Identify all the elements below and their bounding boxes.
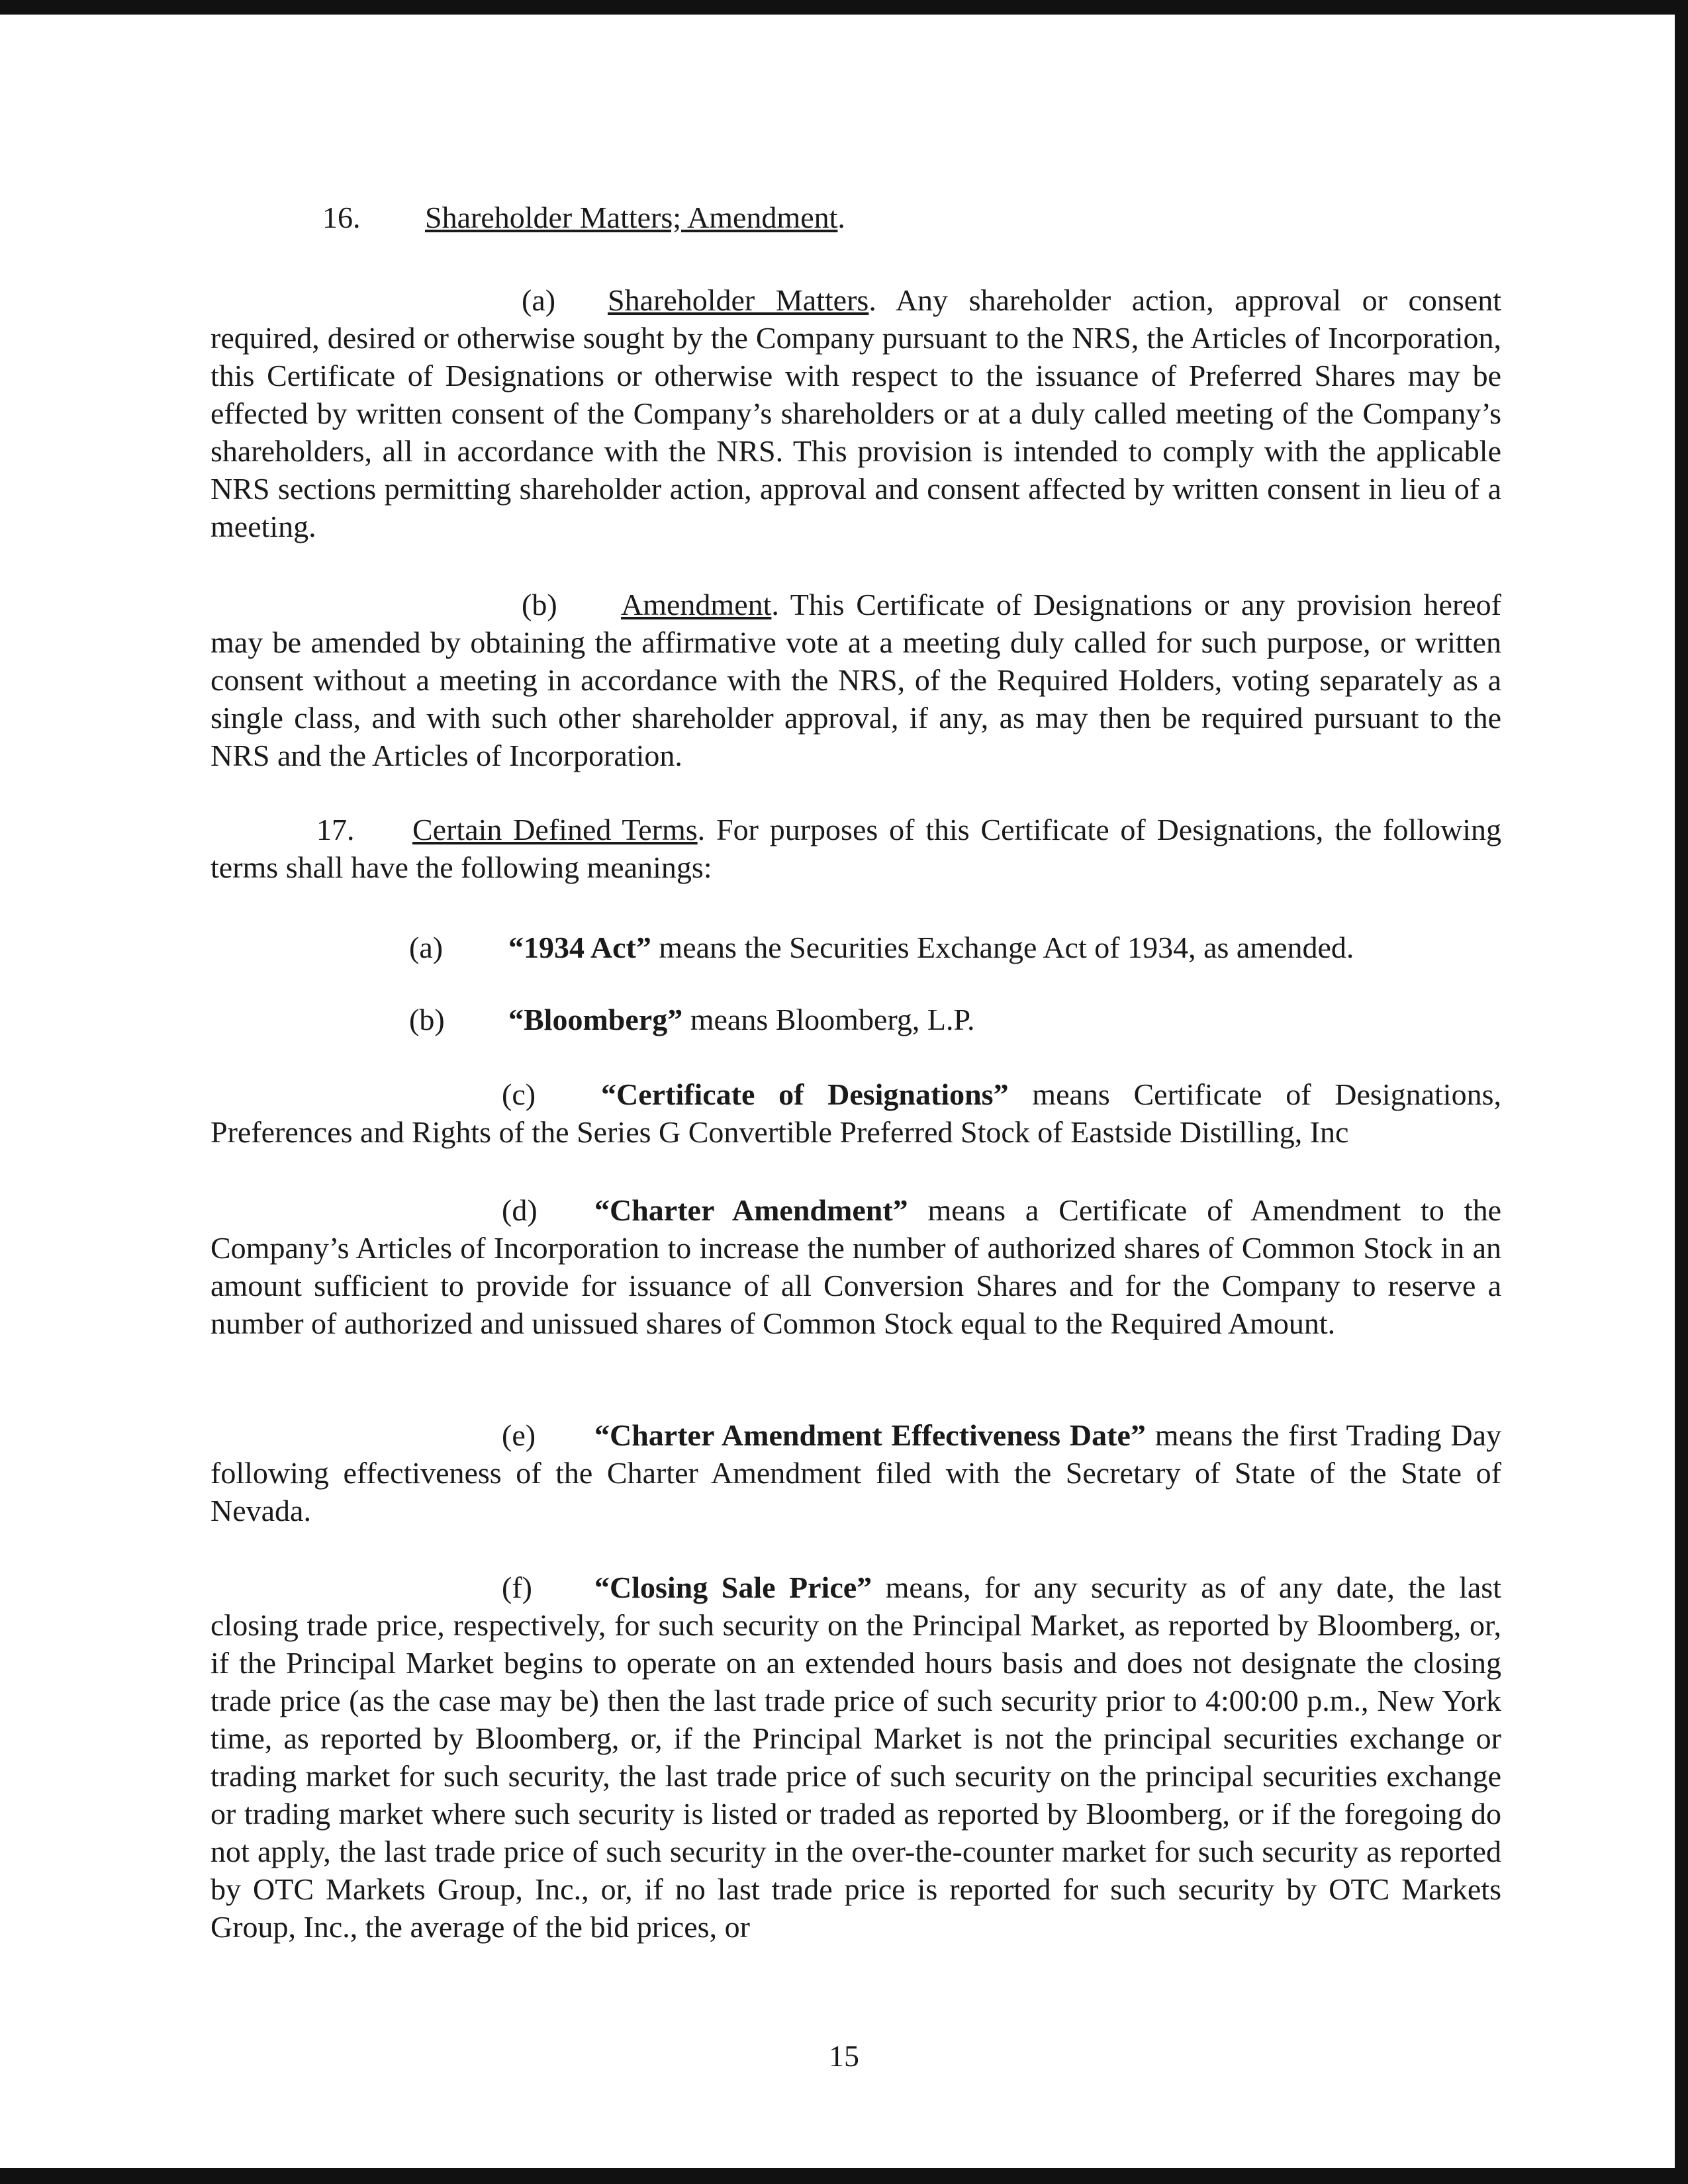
section-17-intro — [211, 811, 1501, 886]
scan-border-right — [1675, 0, 1688, 2184]
section-16-a-heading: Shareholder Matters — [608, 283, 869, 317]
page-number: 15 — [829, 2039, 859, 2073]
definition-b-text: means Bloomberg, L.P. — [682, 1003, 975, 1036]
definition-d-text: means a Certificate of Amendment to the Company’s Articles of Incorporation to increase the number of authorized shares of Common Stock in an amount sufficient to provide for issuance of all Conversion Shares and for the Company to reserve a number of authorized and unissued shares of Common Stock equal to the Required Amount. — [211, 1193, 1501, 1340]
section-16-a-label: (a) — [522, 283, 556, 317]
scan-border-bottom — [0, 2168, 1688, 2184]
definition-e-term: “Charter Amendment Effectiveness Date” — [594, 1418, 1146, 1452]
definition-b-term: “Bloomberg” — [508, 1003, 683, 1036]
definition-a-text: means the Securities Exchange Act of 1934, as amended. — [651, 931, 1354, 964]
definition-c-term: “Certificate of Designations” — [601, 1077, 1009, 1111]
section-16-heading: 16. Shareholder Matters; Amendment. — [322, 199, 845, 236]
definition-a-term: “1934 Act” — [508, 931, 651, 964]
section-17-number: 17. — [316, 813, 355, 846]
definition-charter-amendment — [211, 1191, 1501, 1342]
definition-a-label: (a) — [409, 931, 444, 964]
definition-c-text: means Certificate of Designations, Preferences and Rights of the Series G Convertible Preferred Stock of Eastside Distilling, Inc — [211, 1077, 1501, 1149]
section-16-a — [211, 281, 1501, 545]
section-16-b-heading: Amendment — [621, 588, 772, 621]
definition-b-label: (b) — [409, 1003, 445, 1036]
section-16-b-label: (b) — [522, 588, 557, 621]
section-16-b-text: . This Certificate of Designations or any provision hereof may be amended by obtaining the affirmative vote at a meeting duly called for such purpose, or written consent without a meeting in accordance with the NRS, of the Required Holders, voting separately as a single class, and with such other shareholder approval, if any, as may then be required pursuant to the NRS and the Articles of Incorporation. — [211, 588, 1501, 772]
section-17-intro-text: . For purposes of this Certificate of Designations, the following terms shall have the following meanings: — [211, 813, 1501, 884]
definition-f-term: “Closing Sale Price” — [594, 1570, 872, 1604]
definition-d-label: (d) — [502, 1193, 538, 1227]
definition-charter-amendment-effectiveness-date — [211, 1416, 1501, 1529]
definition-c-label: (c) — [502, 1077, 536, 1111]
definition-d-term: “Charter Amendment” — [594, 1193, 908, 1227]
section-16-number: 16. — [322, 201, 361, 234]
section-17-title: Certain Defined Terms — [412, 813, 698, 846]
definition-e-label: (e) — [502, 1418, 536, 1452]
section-16-title: Shareholder Matters; Amendment — [425, 201, 838, 234]
definition-certificate-of-designations — [211, 1075, 1501, 1151]
definition-e-text: means the first Trading Day following effectiveness of the Charter Amendment filed with the Secretary of State of the State of Nevada. — [211, 1418, 1501, 1527]
definition-bloomberg — [409, 1001, 974, 1038]
section-16-a-text: . Any shareholder action, approval or consent required, desired or otherwise sought by the Company pursuant to the NRS, the Articles of Incorporation, this Certificate of Designations or otherwise with respect to the issuance of Preferred Shares may be effected by written consent of the Company’s shareholders or at a duly called meeting of the Company’s shareholders, all in accordance with the NRS. This provision is intended to comply with the applicable NRS sections permitting shareholder action, approval and consent affected by written consent in lieu of a meeting. — [211, 283, 1501, 543]
definition-1934-act — [409, 929, 1354, 966]
definition-f-label: (f) — [502, 1570, 532, 1604]
definition-f-text: means, for any security as of any date, the last closing trade price, respectively, for such security on the Principal Market, as reported by Bloomberg, or, if the Principal Market begins to operate on an extended hours basis and does not designate the closing trade price (as the case may be) then the last trade price of such security prior to 4:00:00 p.m., New York time, as reported by Bloomberg, or, if the Principal Market is not the principal securities exchange or trading market for such security, the last trade price of such security on the principal securities exchange or trading market where such security is listed or traded as reported by Bloomberg, or if the foregoing do not apply, the last trade price of such security in the over-the-counter market for such security as reported by OTC Markets Group, Inc., or, if no last trade price is reported for such security by OTC Markets Group, Inc., the average of the bid prices, or — [211, 1570, 1501, 1944]
scan-border-top — [0, 0, 1688, 15]
definition-closing-sale-price — [211, 1569, 1501, 1946]
section-16-b — [211, 586, 1501, 774]
